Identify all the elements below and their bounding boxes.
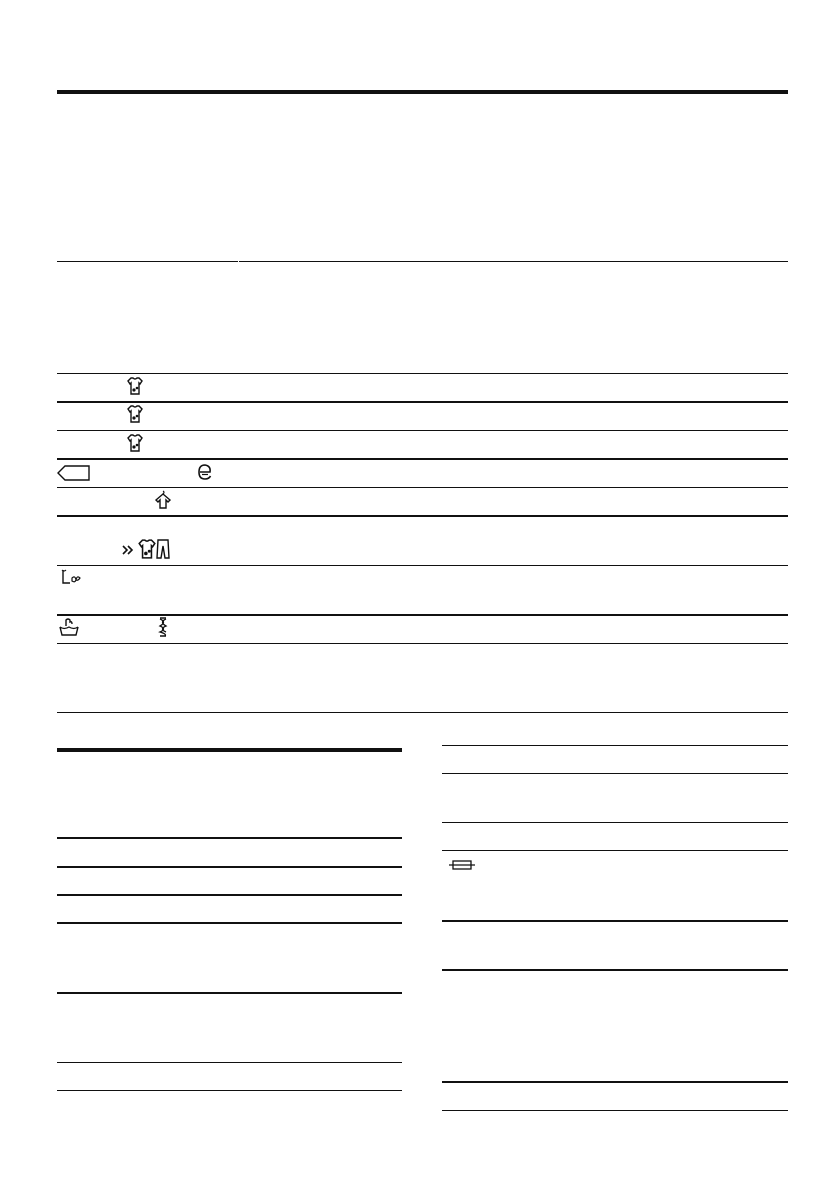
table-row-rule: [57, 922, 402, 924]
shirt-stain-icon: [127, 434, 143, 452]
table-row-rule: [57, 487, 788, 488]
fast-forward-icon: [122, 544, 136, 556]
table-row-rule: [442, 745, 788, 746]
table-row-rule: [57, 837, 402, 839]
table-row-rule: [442, 850, 788, 851]
table-row-rule: [442, 920, 788, 922]
table-row-rule: [442, 773, 788, 774]
table-row-rule: [57, 373, 788, 374]
eco-e-icon: [197, 463, 213, 481]
table-row-rule: [57, 458, 788, 460]
hand-wash-basin-icon: [58, 617, 80, 637]
label-tag-icon: [57, 465, 91, 481]
table-row-rule: [442, 969, 788, 971]
wool-butterfly-icon: [60, 569, 82, 587]
fuse-icon: [449, 860, 475, 870]
table-row-rule: [57, 401, 788, 403]
table-row-rule: [57, 430, 788, 431]
table-row-rule: [57, 515, 788, 517]
table-row-rule: [57, 614, 788, 616]
table-row-rule: [57, 1062, 402, 1063]
table-row-rule: [57, 992, 402, 994]
table-row-rule: [442, 1081, 788, 1083]
shirt-stain-icon: [127, 405, 143, 423]
trousers-icon: [156, 539, 170, 559]
shirt-stain-icon: [137, 539, 157, 559]
table-row-rule: [57, 894, 402, 896]
table-row-rule: [57, 643, 788, 644]
shirt-stain-icon: [127, 377, 143, 395]
section-heading-rule: [57, 748, 402, 752]
page-heading-rule: [57, 90, 788, 94]
table-row-rule: [442, 822, 788, 823]
table-row-rule: [57, 866, 402, 868]
table-header-top-rule: [57, 261, 788, 262]
table-bottom-rule: [57, 1090, 402, 1091]
table-row-rule: [57, 565, 788, 566]
table-bottom-rule: [442, 1110, 788, 1111]
table-bottom-rule: [57, 712, 788, 713]
yarn-icon: [157, 617, 169, 637]
hanger-shirt-icon: [153, 490, 173, 510]
